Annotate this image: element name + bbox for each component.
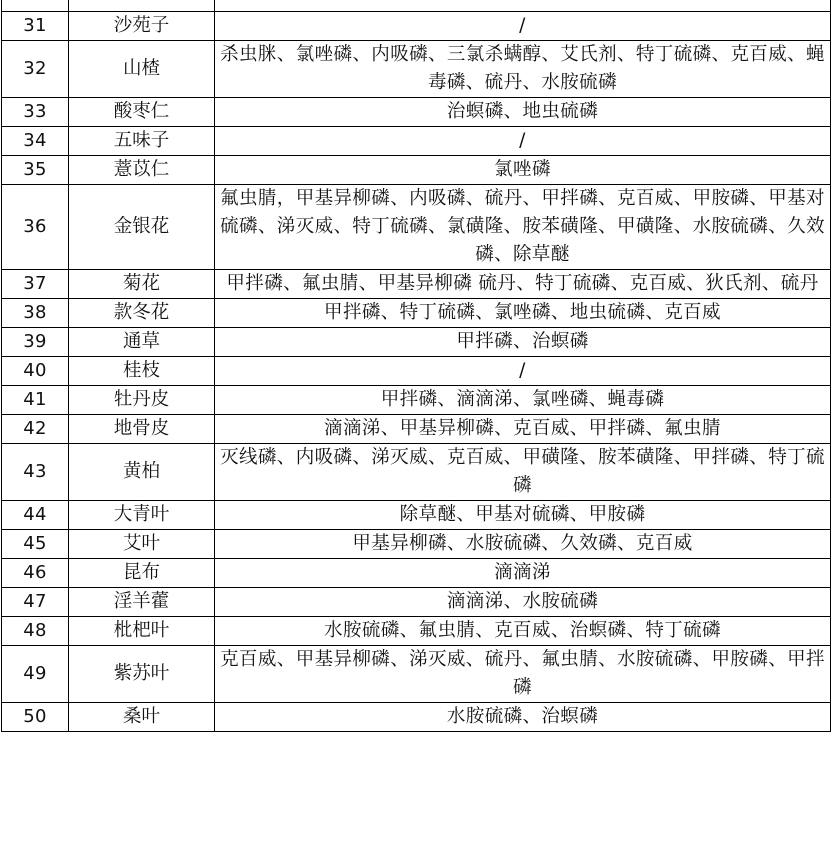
pesticide-list-cell: / [215,357,831,386]
herb-name-cell: 薏苡仁 [69,156,215,185]
table-row [2,501,831,530]
herb-name-cell: 地骨皮 [69,415,215,444]
pesticide-list-cell: / [215,127,831,156]
pesticide-list-cell: 水胺硫磷、氟虫腈、克百威、治螟磷、特丁硫磷 [215,617,831,646]
table-row [2,357,831,386]
row-number-cell: 41 [2,386,69,415]
row-number-cell: 45 [2,530,69,559]
herb-name-cell: 山楂 [69,41,215,98]
row-number-cell: 33 [2,98,69,127]
row-number-cell: 40 [2,357,69,386]
row-number-cell: 48 [2,617,69,646]
herb-name-cell: 淫羊藿 [69,588,215,617]
pesticide-list-cell: 氯唑磷 [215,156,831,185]
herb-name-cell: 金银花 [69,185,215,270]
table-row [2,703,831,732]
table-row [2,559,831,588]
row-number-cell: 49 [2,646,69,703]
table-row [2,646,831,703]
herb-name-cell: 通草 [69,328,215,357]
row-number-cell: 46 [2,559,69,588]
table-row [2,185,831,270]
herb-name-cell: 桂枝 [69,357,215,386]
herb-name-cell: 桑叶 [69,703,215,732]
row-number-cell: 31 [2,12,69,41]
pesticide-list-cell: / [215,12,831,41]
row-number-cell: 43 [2,444,69,501]
herb-name-cell: 紫苏叶 [69,646,215,703]
row-number-cell: 37 [2,270,69,299]
herb-name-cell [69,0,215,12]
table-row [2,588,831,617]
pesticide-list-cell: 氟虫腈，甲基异柳磷、内吸磷、硫丹、甲拌磷、克百威、甲胺磷、甲基对硫磷、涕灭威、特丁硫磷、氯磺隆、胺苯磺隆、甲磺隆、水胺硫磷、久效磷、除草醚 [215,185,831,270]
table-row [2,386,831,415]
pesticide-list-cell: 甲拌磷、特丁硫磷、氯唑磷、地虫硫磷、克百威 [215,299,831,328]
row-number-cell: 35 [2,156,69,185]
herb-name-cell: 酸枣仁 [69,98,215,127]
pesticide-list-cell: 滴滴涕、甲基异柳磷、克百威、甲拌磷、氟虫腈 [215,415,831,444]
row-number-cell: 32 [2,41,69,98]
row-number-cell [2,0,69,12]
table-row [2,444,831,501]
table-row [2,98,831,127]
table-row [2,617,831,646]
table-row [2,530,831,559]
table-row-partial [2,0,831,12]
pesticide-list-cell: 水胺硫磷、治螟磷 [215,703,831,732]
table-row [2,41,831,98]
table-row [2,328,831,357]
pesticide-list-cell [215,0,831,12]
herb-name-cell: 枇杷叶 [69,617,215,646]
table-row [2,415,831,444]
herb-name-cell: 菊花 [69,270,215,299]
pesticide-list-cell: 甲拌磷、治螟磷 [215,328,831,357]
table-row [2,127,831,156]
table-row [2,156,831,185]
herb-name-cell: 款冬花 [69,299,215,328]
table-row [2,299,831,328]
herb-name-cell: 沙苑子 [69,12,215,41]
pesticide-list-cell: 甲拌磷、氟虫腈、甲基异柳磷 硫丹、特丁硫磷、克百威、狄氏剂、硫丹 [215,270,831,299]
row-number-cell: 44 [2,501,69,530]
pesticide-list-cell: 甲拌磷、滴滴涕、氯唑磷、蝇毒磷 [215,386,831,415]
pesticide-list-cell: 滴滴涕 [215,559,831,588]
herb-name-cell: 艾叶 [69,530,215,559]
herb-name-cell: 黄柏 [69,444,215,501]
herb-name-cell: 牡丹皮 [69,386,215,415]
herb-name-cell: 大青叶 [69,501,215,530]
pesticide-residue-table [1,0,831,732]
herb-name-cell: 五味子 [69,127,215,156]
row-number-cell: 34 [2,127,69,156]
pesticide-list-cell: 克百威、甲基异柳磷、涕灭威、硫丹、氟虫腈、水胺硫磷、甲胺磷、甲拌磷 [215,646,831,703]
pesticide-list-cell: 滴滴涕、水胺硫磷 [215,588,831,617]
row-number-cell: 39 [2,328,69,357]
pesticide-list-cell: 治螟磷、地虫硫磷 [215,98,831,127]
row-number-cell: 36 [2,185,69,270]
herb-name-cell: 昆布 [69,559,215,588]
pesticide-list-cell: 甲基异柳磷、水胺硫磷、久效磷、克百威 [215,530,831,559]
table-row [2,12,831,41]
pesticide-list-cell: 灭线磷、内吸磷、涕灭威、克百威、甲磺隆、胺苯磺隆、甲拌磷、特丁硫磷 [215,444,831,501]
row-number-cell: 38 [2,299,69,328]
row-number-cell: 42 [2,415,69,444]
table-row [2,270,831,299]
pesticide-list-cell: 杀虫脒、氯唑磷、内吸磷、三氯杀螨醇、艾氏剂、特丁硫磷、克百威、蝇毒磷、硫丹、水胺硫磷 [215,41,831,98]
row-number-cell: 50 [2,703,69,732]
row-number-cell: 47 [2,588,69,617]
pesticide-list-cell: 除草醚、甲基对硫磷、甲胺磷 [215,501,831,530]
